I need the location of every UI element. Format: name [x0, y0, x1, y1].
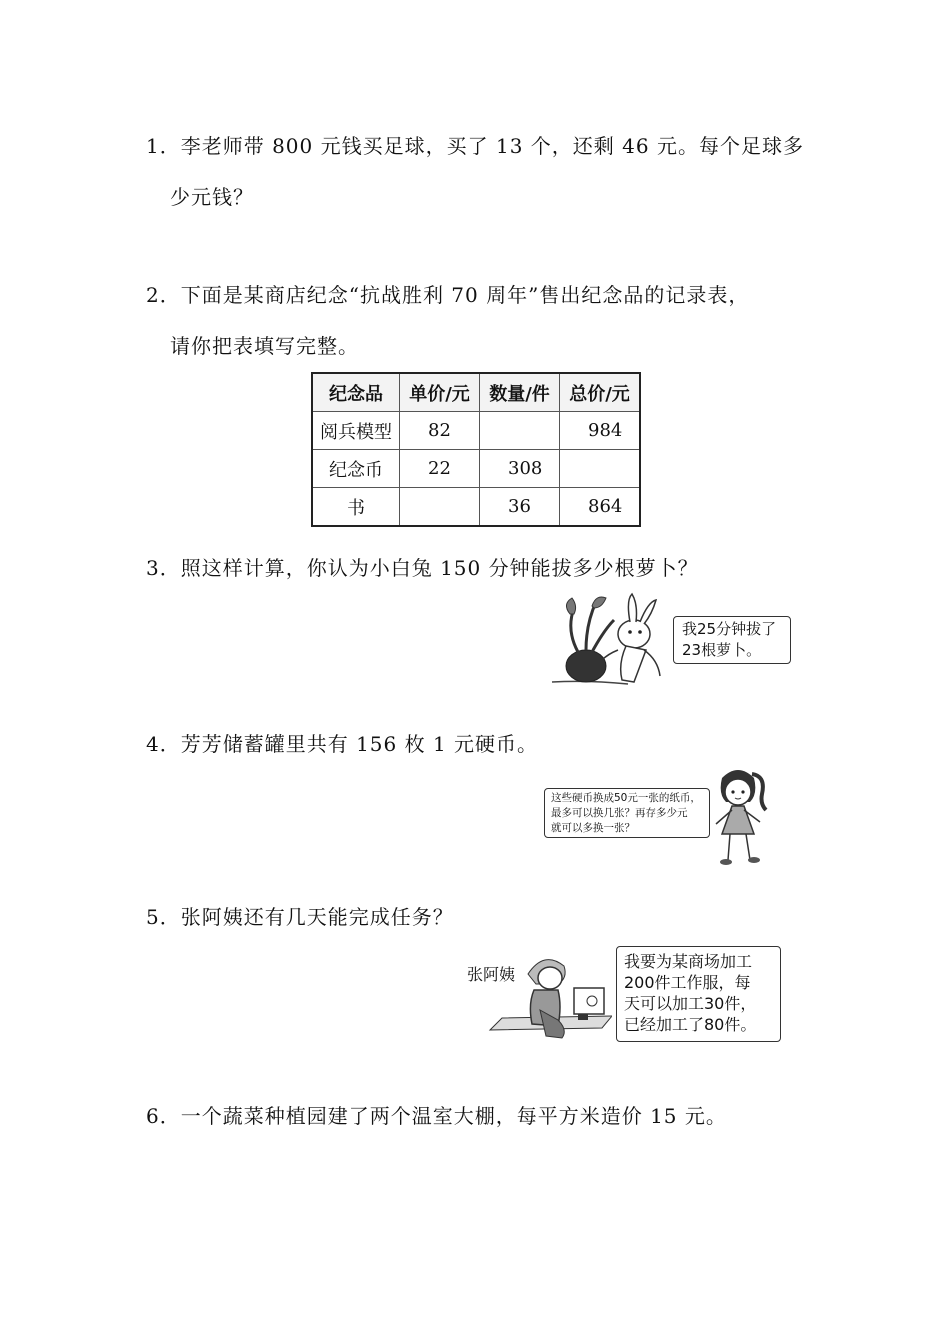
q1-line1: 1．李老师带 800 元钱买足球，买了 13 个，还剩 46 元。每个足球多	[146, 134, 804, 158]
header-quantity: 数量/件	[480, 373, 560, 412]
table-row	[312, 412, 640, 450]
cell-item: 阅兵模型	[312, 412, 400, 450]
girl-bubble-line3: 就可以多换一张？	[551, 822, 635, 834]
cell-total-price: 984	[560, 412, 641, 450]
souvenir-record-table	[311, 372, 641, 527]
cell-item: 书	[312, 488, 400, 527]
q6-line1: 6．一个蔬菜种植园建了两个温室大棚，每平方米造价 15 元。	[146, 1104, 727, 1128]
cell-unit-price: 22	[400, 450, 480, 488]
cell-quantity: 36	[480, 488, 560, 527]
girl-bubble-line2: 最多可以换几张？再存多少元	[551, 807, 688, 819]
cell-unit-price: 82	[400, 412, 480, 450]
header-souvenir: 纪念品	[312, 373, 400, 412]
table-row	[312, 450, 640, 488]
q5-line1: 5．张阿姨还有几天能完成任务？	[146, 905, 454, 929]
worker-name-label: 张阿姨	[467, 965, 516, 984]
q2-line1: 2．下面是某商店纪念“抗战胜利 70 周年”售出纪念品的记录表，	[146, 283, 750, 307]
header-unit-price: 单价/元	[400, 373, 480, 412]
girl-speech-bubble	[544, 788, 710, 838]
cell-quantity: 308	[480, 450, 560, 488]
worker-speech-bubble	[616, 946, 781, 1042]
cell-total-price	[560, 450, 641, 488]
girl-bubble-line1: 这些硬币换成50元一张的纸币，	[551, 792, 701, 804]
cell-item: 纪念币	[312, 450, 400, 488]
cell-unit-price	[400, 488, 480, 527]
table-row	[312, 488, 640, 527]
q1-line2: 少元钱？	[170, 185, 254, 209]
q4-line1: 4．芳芳储蓄罐里共有 156 枚 1 元硬币。	[146, 732, 539, 756]
rabbit-speech-bubble	[673, 616, 791, 664]
worker-sewing-illustration	[488, 944, 612, 1042]
q3-line1: 3．照这样计算，你认为小白兔 150 分钟能拔多少根萝卜？	[146, 556, 699, 580]
header-total-price: 总价/元	[560, 373, 641, 412]
worker-bubble-line3: 天可以加工30件，	[624, 994, 757, 1013]
cell-quantity	[480, 412, 560, 450]
cell-total-price: 864	[560, 488, 641, 527]
worker-bubble-line1: 我要为某商场加工	[624, 952, 753, 971]
rabbit-bubble-line2: 23根萝卜。	[682, 641, 762, 659]
table-header-row	[312, 373, 640, 412]
girl-illustration	[706, 764, 770, 872]
rabbit-bubble-line1: 我25分钟拔了	[682, 620, 777, 638]
worker-bubble-line2: 200件工作服，每	[624, 973, 751, 992]
worker-bubble-line4: 已经加工了80件。	[624, 1015, 757, 1034]
rabbit-radish-illustration	[548, 590, 674, 688]
q2-line2: 请你把表填写完整。	[170, 334, 359, 358]
